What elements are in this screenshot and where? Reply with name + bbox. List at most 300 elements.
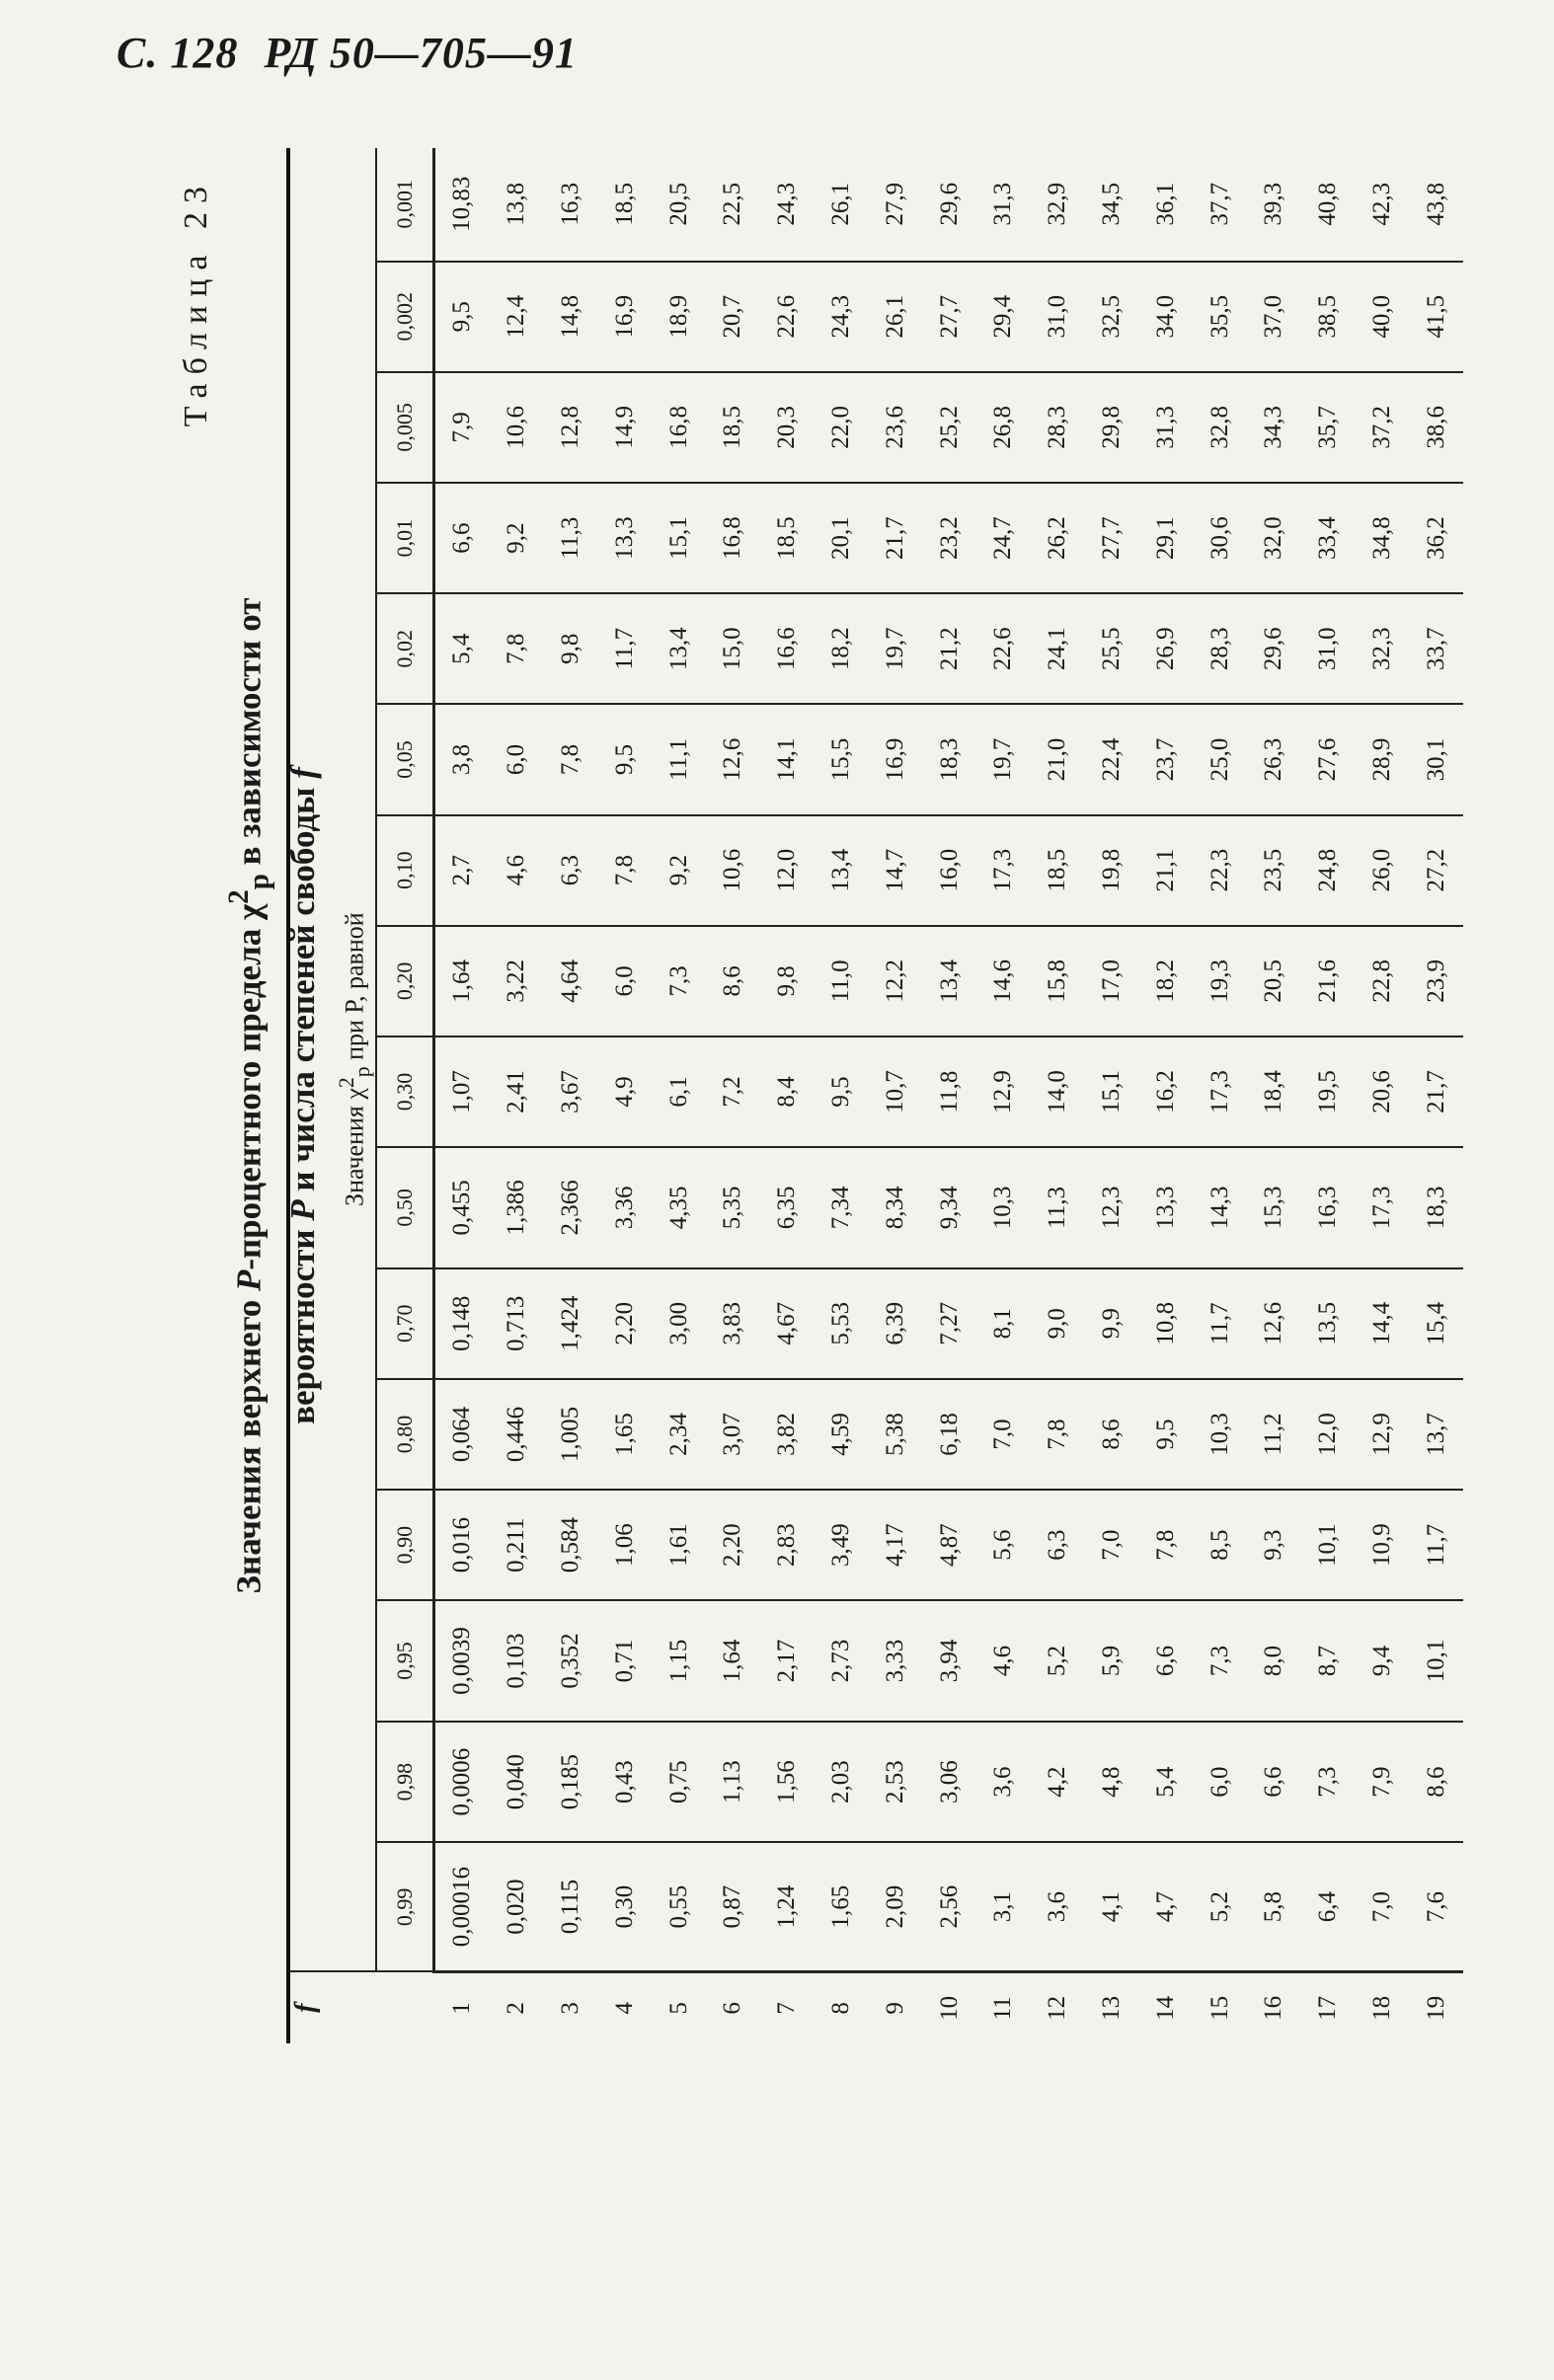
chi-square-value-cell: 0,064 bbox=[434, 1379, 490, 1490]
chi-square-value-cell: 14,0 bbox=[1031, 1036, 1085, 1147]
chi-square-value-cell: 32,9 bbox=[1031, 148, 1085, 262]
table-row bbox=[815, 148, 869, 2043]
chi-square-value-cell: 11,2 bbox=[1247, 1379, 1301, 1490]
chi-square-value-cell: 0,446 bbox=[490, 1379, 544, 1490]
chi-square-value-cell: 21,6 bbox=[1301, 926, 1356, 1036]
chi-square-value-cell: 14,8 bbox=[544, 262, 598, 372]
chi-square-value-cell: 12,4 bbox=[490, 262, 544, 372]
chi-square-value-cell: 11,0 bbox=[815, 926, 869, 1036]
chi-square-value-cell: 29,6 bbox=[922, 148, 976, 262]
chi-square-value-cell: 37,0 bbox=[1247, 262, 1301, 372]
chi-square-value-cell: 17,3 bbox=[1193, 1036, 1247, 1147]
chi-square-value-cell: 5,8 bbox=[1247, 1842, 1301, 1971]
chi-square-value-cell: 0,584 bbox=[544, 1490, 598, 1600]
table-row bbox=[976, 148, 1031, 2043]
chi-square-value-cell: 9,5 bbox=[1138, 1379, 1193, 1490]
chi-square-value-cell: 14,1 bbox=[760, 704, 815, 814]
chi-square-value-cell: 11,1 bbox=[652, 704, 706, 814]
chi-square-value-cell: 4,2 bbox=[1031, 1722, 1085, 1843]
chi-square-value-cell: 35,5 bbox=[1193, 262, 1247, 372]
chi-square-value-cell: 18,5 bbox=[760, 483, 815, 593]
chi-square-value-cell: 28,3 bbox=[1193, 593, 1247, 704]
column-header-p: 0,002 bbox=[376, 262, 434, 372]
chi-square-value-cell: 20,3 bbox=[760, 372, 815, 483]
chi-square-value-cell: 16,9 bbox=[597, 262, 652, 372]
chi-square-value-cell: 6,6 bbox=[1247, 1722, 1301, 1843]
chi-square-value-cell: 15,0 bbox=[706, 593, 760, 704]
chi-square-value-cell: 12,6 bbox=[1247, 1268, 1301, 1379]
degrees-of-freedom-cell: 3 bbox=[544, 1971, 598, 2043]
chi-square-value-cell: 16,8 bbox=[652, 372, 706, 483]
chi-square-value-cell: 3,1 bbox=[976, 1842, 1031, 1971]
chi-square-value-cell: 31,3 bbox=[976, 148, 1031, 262]
chi-square-value-cell: 34,5 bbox=[1085, 148, 1139, 262]
chi-square-value-cell: 30,6 bbox=[1193, 483, 1247, 593]
chi-square-value-cell: 9,0 bbox=[1031, 1268, 1085, 1379]
chi-square-value-cell: 15,3 bbox=[1247, 1147, 1301, 1268]
chi-square-value-cell: 40,0 bbox=[1356, 262, 1410, 372]
chi-square-value-cell: 32,8 bbox=[1193, 372, 1247, 483]
chi-square-value-cell: 24,7 bbox=[976, 483, 1031, 593]
chi-square-value-cell: 2,20 bbox=[597, 1268, 652, 1379]
chi-square-value-cell: 4,59 bbox=[815, 1379, 869, 1490]
chi-square-value-cell: 6,39 bbox=[868, 1268, 922, 1379]
chi-square-value-cell: 27,6 bbox=[1301, 704, 1356, 814]
chi-square-value-cell: 15,5 bbox=[815, 704, 869, 814]
chi-square-value-cell: 42,3 bbox=[1356, 148, 1410, 262]
chi-square-value-cell: 3,07 bbox=[706, 1379, 760, 1490]
chi-square-value-cell: 10,1 bbox=[1409, 1600, 1463, 1722]
column-header-p: 0,99 bbox=[376, 1842, 434, 1971]
chi-square-table bbox=[286, 148, 1463, 2043]
chi-square-value-cell: 28,3 bbox=[1031, 372, 1085, 483]
chi-square-value-cell: 13,7 bbox=[1409, 1379, 1463, 1490]
chi-square-value-cell: 4,67 bbox=[760, 1268, 815, 1379]
chi-square-value-cell: 0,103 bbox=[490, 1600, 544, 1722]
chi-square-value-cell: 2,03 bbox=[815, 1722, 869, 1843]
chi-square-value-cell: 10,83 bbox=[434, 148, 490, 262]
chi-square-value-cell: 31,0 bbox=[1031, 262, 1085, 372]
chi-square-value-cell: 1,15 bbox=[652, 1600, 706, 1722]
chi-square-value-cell: 38,6 bbox=[1409, 372, 1463, 483]
chi-square-value-cell: 5,6 bbox=[976, 1490, 1031, 1600]
chi-square-value-cell: 2,53 bbox=[868, 1722, 922, 1843]
degrees-of-freedom-cell: 6 bbox=[706, 1971, 760, 2043]
column-header-p: 0,98 bbox=[376, 1722, 434, 1843]
chi-square-value-cell: 2,7 bbox=[434, 815, 490, 926]
chi-square-value-cell: 28,9 bbox=[1356, 704, 1410, 814]
chi-square-value-cell: 5,38 bbox=[868, 1379, 922, 1490]
chi-square-value-cell: 29,4 bbox=[976, 262, 1031, 372]
column-header-p: 0,05 bbox=[376, 704, 434, 814]
chi-square-value-cell: 3,82 bbox=[760, 1379, 815, 1490]
chi-square-value-cell: 19,8 bbox=[1085, 815, 1139, 926]
chi-square-value-cell: 22,6 bbox=[976, 593, 1031, 704]
chi-square-value-cell: 0,0039 bbox=[434, 1600, 490, 1722]
chi-square-value-cell: 2,34 bbox=[652, 1379, 706, 1490]
running-header bbox=[117, 28, 603, 78]
chi-square-value-cell: 6,0 bbox=[490, 704, 544, 814]
chi-square-value-cell: 0,30 bbox=[597, 1842, 652, 1971]
chi-square-value-cell: 8,1 bbox=[976, 1268, 1031, 1379]
chi-square-value-cell: 33,4 bbox=[1301, 483, 1356, 593]
column-header-p: 0,01 bbox=[376, 483, 434, 593]
document-code: РД 50—705—91 bbox=[264, 29, 578, 77]
chi-square-value-cell: 26,2 bbox=[1031, 483, 1085, 593]
chi-square-value-cell: 12,9 bbox=[976, 1036, 1031, 1147]
chi-square-value-cell: 15,1 bbox=[652, 483, 706, 593]
chi-square-value-cell: 4,8 bbox=[1085, 1722, 1139, 1843]
chi-square-value-cell: 4,7 bbox=[1138, 1842, 1193, 1971]
chi-square-value-cell: 4,1 bbox=[1085, 1842, 1139, 1971]
table-row bbox=[1301, 148, 1356, 2043]
table-row bbox=[706, 148, 760, 2043]
chi-square-value-cell: 1,61 bbox=[652, 1490, 706, 1600]
chi-square-value-cell: 18,5 bbox=[597, 148, 652, 262]
chi-square-value-cell: 5,35 bbox=[706, 1147, 760, 1268]
chi-square-value-cell: 6,0 bbox=[1193, 1722, 1247, 1843]
chi-square-value-cell: 8,0 bbox=[1247, 1600, 1301, 1722]
chi-square-value-cell: 7,0 bbox=[1085, 1490, 1139, 1600]
chi-square-value-cell: 25,5 bbox=[1085, 593, 1139, 704]
table-row bbox=[434, 148, 490, 2043]
column-header-p: 0,80 bbox=[376, 1379, 434, 1490]
chi-square-value-cell: 0,713 bbox=[490, 1268, 544, 1379]
chi-square-value-cell: 21,1 bbox=[1138, 815, 1193, 926]
chi-square-value-cell: 7,0 bbox=[1356, 1842, 1410, 1971]
column-header-p: 0,70 bbox=[376, 1268, 434, 1379]
chi-square-value-cell: 21,0 bbox=[1031, 704, 1085, 814]
chi-square-value-cell: 4,87 bbox=[922, 1490, 976, 1600]
chi-square-value-cell: 0,115 bbox=[544, 1842, 598, 1971]
chi-square-value-cell: 4,9 bbox=[597, 1036, 652, 1147]
column-header-p: 0,95 bbox=[376, 1600, 434, 1722]
chi-square-value-cell: 13,8 bbox=[490, 148, 544, 262]
chi-square-value-cell: 19,3 bbox=[1193, 926, 1247, 1036]
chi-square-value-cell: 3,67 bbox=[544, 1036, 598, 1147]
page-number: С. 128 bbox=[117, 29, 239, 77]
table-row bbox=[1085, 148, 1139, 2043]
chi-square-value-cell: 12,6 bbox=[706, 704, 760, 814]
chi-square-value-cell: 11,7 bbox=[1409, 1490, 1463, 1600]
chi-square-value-cell: 24,3 bbox=[760, 148, 815, 262]
table-row bbox=[868, 148, 922, 2043]
chi-square-value-cell: 27,9 bbox=[868, 148, 922, 262]
chi-square-value-cell: 12,8 bbox=[544, 372, 598, 483]
title-line-2: вероятности P и числа степеней свободы f bbox=[282, 767, 322, 1424]
chi-square-value-cell: 0,455 bbox=[434, 1147, 490, 1268]
chi-square-value-cell: 21,7 bbox=[1409, 1036, 1463, 1147]
table-row bbox=[490, 148, 544, 2043]
degrees-of-freedom-cell: 13 bbox=[1085, 1971, 1139, 2043]
column-header-p: 0,001 bbox=[376, 148, 434, 262]
chi-square-value-cell: 34,0 bbox=[1138, 262, 1193, 372]
chi-square-value-cell: 3,06 bbox=[922, 1722, 976, 1843]
chi-square-value-cell: 3,8 bbox=[434, 704, 490, 814]
chi-square-value-cell: 0,352 bbox=[544, 1600, 598, 1722]
table-row bbox=[922, 148, 976, 2043]
chi-square-value-cell: 8,4 bbox=[760, 1036, 815, 1147]
chi-square-value-cell: 22,4 bbox=[1085, 704, 1139, 814]
table-row bbox=[1409, 148, 1463, 2043]
chi-square-value-cell: 6,6 bbox=[1138, 1600, 1193, 1722]
chi-square-value-cell: 20,5 bbox=[1247, 926, 1301, 1036]
chi-square-value-cell: 16,9 bbox=[868, 704, 922, 814]
chi-square-value-cell: 0,0006 bbox=[434, 1722, 490, 1843]
table-row bbox=[652, 148, 706, 2043]
chi-square-value-cell: 19,5 bbox=[1301, 1036, 1356, 1147]
chi-square-value-cell: 0,87 bbox=[706, 1842, 760, 1971]
degrees-of-freedom-cell: 18 bbox=[1356, 1971, 1410, 2043]
chi-square-value-cell: 9,5 bbox=[815, 1036, 869, 1147]
chi-square-value-cell: 3,49 bbox=[815, 1490, 869, 1600]
column-header-p: 0,50 bbox=[376, 1147, 434, 1268]
chi-square-value-cell: 10,3 bbox=[976, 1147, 1031, 1268]
chi-square-value-cell: 6,1 bbox=[652, 1036, 706, 1147]
chi-square-value-cell: 29,1 bbox=[1138, 483, 1193, 593]
chi-square-value-cell: 20,5 bbox=[652, 148, 706, 262]
chi-square-value-cell: 14,9 bbox=[597, 372, 652, 483]
chi-square-value-cell: 18,3 bbox=[922, 704, 976, 814]
chi-square-value-cell: 7,27 bbox=[922, 1268, 976, 1379]
chi-square-value-cell: 15,8 bbox=[1031, 926, 1085, 1036]
chi-square-value-cell: 31,3 bbox=[1138, 372, 1193, 483]
chi-square-value-cell: 10,6 bbox=[706, 815, 760, 926]
chi-square-value-cell: 2,73 bbox=[815, 1600, 869, 1722]
chi-square-value-cell: 11,7 bbox=[1193, 1268, 1247, 1379]
chi-square-value-cell: 3,36 bbox=[597, 1147, 652, 1268]
chi-square-value-cell: 24,8 bbox=[1301, 815, 1356, 926]
column-header-p: 0,10 bbox=[376, 815, 434, 926]
chi-square-value-cell: 10,6 bbox=[490, 372, 544, 483]
table-row bbox=[544, 148, 598, 2043]
chi-square-table-wrap bbox=[286, 148, 1463, 2043]
chi-square-value-cell: 1,24 bbox=[760, 1842, 815, 1971]
chi-square-value-cell: 32,5 bbox=[1085, 262, 1139, 372]
chi-square-value-cell: 2,17 bbox=[760, 1600, 815, 1722]
chi-square-value-cell: 18,2 bbox=[1138, 926, 1193, 1036]
chi-square-value-cell: 6,18 bbox=[922, 1379, 976, 1490]
chi-square-value-cell: 9,3 bbox=[1247, 1490, 1301, 1600]
chi-square-value-cell: 7,3 bbox=[1193, 1600, 1247, 1722]
degrees-of-freedom-cell: 11 bbox=[976, 1971, 1031, 2043]
chi-square-value-cell: 5,9 bbox=[1085, 1600, 1139, 1722]
chi-square-value-cell: 18,5 bbox=[1031, 815, 1085, 926]
chi-square-value-cell: 22,6 bbox=[760, 262, 815, 372]
column-header-p: 0,30 bbox=[376, 1036, 434, 1147]
chi-square-value-cell: 23,9 bbox=[1409, 926, 1463, 1036]
chi-square-value-cell: 23,5 bbox=[1247, 815, 1301, 926]
chi-square-value-cell: 18,9 bbox=[652, 262, 706, 372]
chi-square-value-cell: 7,8 bbox=[1138, 1490, 1193, 1600]
chi-square-value-cell: 3,00 bbox=[652, 1268, 706, 1379]
chi-square-value-cell: 7,9 bbox=[1356, 1722, 1410, 1843]
table-row bbox=[1356, 148, 1410, 2043]
column-header-p: 0,90 bbox=[376, 1490, 434, 1600]
chi-square-value-cell: 1,13 bbox=[706, 1722, 760, 1843]
chi-square-value-cell: 9,5 bbox=[434, 262, 490, 372]
chi-square-value-cell: 32,0 bbox=[1247, 483, 1301, 593]
chi-square-value-cell: 8,7 bbox=[1301, 1600, 1356, 1722]
chi-square-value-cell: 33,7 bbox=[1409, 593, 1463, 704]
chi-square-value-cell: 1,06 bbox=[597, 1490, 652, 1600]
chi-square-value-cell: 23,6 bbox=[868, 372, 922, 483]
chi-square-value-cell: 5,4 bbox=[434, 593, 490, 704]
chi-square-value-cell: 2,09 bbox=[868, 1842, 922, 1971]
column-header-p: 0,005 bbox=[376, 372, 434, 483]
chi-square-value-cell: 38,5 bbox=[1301, 262, 1356, 372]
chi-square-value-cell: 21,2 bbox=[922, 593, 976, 704]
degrees-of-freedom-cell: 9 bbox=[868, 1971, 922, 2043]
degrees-of-freedom-cell: 8 bbox=[815, 1971, 869, 2043]
chi-square-value-cell: 22,3 bbox=[1193, 815, 1247, 926]
table-row bbox=[597, 148, 652, 2043]
chi-square-value-cell: 10,3 bbox=[1193, 1379, 1247, 1490]
table-row bbox=[1193, 148, 1247, 2043]
table-row bbox=[760, 148, 815, 2043]
chi-square-value-cell: 31,0 bbox=[1301, 593, 1356, 704]
table-body bbox=[434, 148, 1464, 2043]
chi-square-value-cell: 19,7 bbox=[868, 593, 922, 704]
chi-square-value-cell: 0,00016 bbox=[434, 1842, 490, 1971]
chi-square-value-cell: 9,5 bbox=[597, 704, 652, 814]
degrees-of-freedom-cell: 7 bbox=[760, 1971, 815, 2043]
caption-header: Значения $\chi^2_p$ при P, равной bbox=[288, 148, 376, 1971]
chi-square-value-cell: 4,64 bbox=[544, 926, 598, 1036]
chi-square-value-cell: 3,22 bbox=[490, 926, 544, 1036]
chi-square-value-cell: 19,7 bbox=[976, 704, 1031, 814]
chi-square-value-cell: 32,3 bbox=[1356, 593, 1410, 704]
chi-square-value-cell: 1,386 bbox=[490, 1147, 544, 1268]
chi-square-value-cell: 1,56 bbox=[760, 1722, 815, 1843]
chi-square-value-cell: 0,211 bbox=[490, 1490, 544, 1600]
chi-square-value-cell: 6,3 bbox=[1031, 1490, 1085, 1600]
degrees-of-freedom-cell: 2 bbox=[490, 1971, 544, 2043]
chi-square-value-cell: 13,3 bbox=[1138, 1147, 1193, 1268]
table-label: Таблица 23 bbox=[178, 178, 214, 427]
chi-square-value-cell: 41,5 bbox=[1409, 262, 1463, 372]
chi-square-value-cell: 2,41 bbox=[490, 1036, 544, 1147]
chi-square-value-cell: 8,6 bbox=[706, 926, 760, 1036]
chi-square-value-cell: 22,0 bbox=[815, 372, 869, 483]
table-row bbox=[1138, 148, 1193, 2043]
chi-square-value-cell: 18,3 bbox=[1409, 1147, 1463, 1268]
chi-square-value-cell: 3,83 bbox=[706, 1268, 760, 1379]
chi-square-value-cell: 4,6 bbox=[976, 1600, 1031, 1722]
chi-square-value-cell: 0,71 bbox=[597, 1600, 652, 1722]
chi-square-value-cell: 36,1 bbox=[1138, 148, 1193, 262]
chi-square-value-cell: 34,3 bbox=[1247, 372, 1301, 483]
chi-square-value-cell: 7,2 bbox=[706, 1036, 760, 1147]
degrees-of-freedom-cell: 14 bbox=[1138, 1971, 1193, 2043]
degrees-of-freedom-cell: 5 bbox=[652, 1971, 706, 2043]
chi-square-value-cell: 10,9 bbox=[1356, 1490, 1410, 1600]
chi-square-value-cell: 29,6 bbox=[1247, 593, 1301, 704]
chi-square-value-cell: 7,0 bbox=[976, 1379, 1031, 1490]
chi-square-value-cell: 17,0 bbox=[1085, 926, 1139, 1036]
degrees-of-freedom-cell: 15 bbox=[1193, 1971, 1247, 2043]
chi-square-value-cell: 3,33 bbox=[868, 1600, 922, 1722]
chi-square-value-cell: 7,6 bbox=[1409, 1842, 1463, 1971]
degrees-of-freedom-cell: 10 bbox=[922, 1971, 976, 2043]
chi-square-value-cell: 1,64 bbox=[434, 926, 490, 1036]
column-header-p: 0,20 bbox=[376, 926, 434, 1036]
chi-square-value-cell: 14,3 bbox=[1193, 1147, 1247, 1268]
chi-square-value-cell: 16,3 bbox=[544, 148, 598, 262]
chi-square-value-cell: 10,8 bbox=[1138, 1268, 1193, 1379]
table-row bbox=[1031, 148, 1085, 2043]
chi-square-value-cell: 37,7 bbox=[1193, 148, 1247, 262]
chi-square-value-cell: 26,1 bbox=[868, 262, 922, 372]
chi-square-value-cell: 2,56 bbox=[922, 1842, 976, 1971]
chi-square-value-cell: 14,6 bbox=[976, 926, 1031, 1036]
chi-square-value-cell: 3,6 bbox=[1031, 1842, 1085, 1971]
chi-square-value-cell: 5,2 bbox=[1031, 1600, 1085, 1722]
chi-square-value-cell: 0,185 bbox=[544, 1722, 598, 1843]
chi-square-value-cell: 0,148 bbox=[434, 1268, 490, 1379]
chi-square-value-cell: 7,9 bbox=[434, 372, 490, 483]
chi-square-value-cell: 26,8 bbox=[976, 372, 1031, 483]
chi-square-value-cell: 43,8 bbox=[1409, 148, 1463, 262]
chi-square-value-cell: 6,3 bbox=[544, 815, 598, 926]
rotated-table-block bbox=[178, 148, 1554, 2043]
chi-square-value-cell: 7,34 bbox=[815, 1147, 869, 1268]
chi-square-value-cell: 11,8 bbox=[922, 1036, 976, 1147]
table-row bbox=[1247, 148, 1301, 2043]
chi-square-value-cell: 5,2 bbox=[1193, 1842, 1247, 1971]
degrees-of-freedom-cell: 4 bbox=[597, 1971, 652, 2043]
chi-square-value-cell: 16,6 bbox=[760, 593, 815, 704]
chi-square-value-cell: 21,7 bbox=[868, 483, 922, 593]
chi-square-value-cell: 16,0 bbox=[922, 815, 976, 926]
chi-square-value-cell: 3,94 bbox=[922, 1600, 976, 1722]
chi-square-value-cell: 36,2 bbox=[1409, 483, 1463, 593]
chi-square-value-cell: 26,9 bbox=[1138, 593, 1193, 704]
chi-square-value-cell: 20,6 bbox=[1356, 1036, 1410, 1147]
chi-square-value-cell: 6,35 bbox=[760, 1147, 815, 1268]
chi-square-value-cell: 13,5 bbox=[1301, 1268, 1356, 1379]
chi-square-value-cell: 26,1 bbox=[815, 148, 869, 262]
chi-square-value-cell: 12,0 bbox=[1301, 1379, 1356, 1490]
chi-square-value-cell: 9,8 bbox=[544, 593, 598, 704]
chi-square-value-cell: 25,0 bbox=[1193, 704, 1247, 814]
chi-square-value-cell: 7,3 bbox=[652, 926, 706, 1036]
chi-square-value-cell: 20,7 bbox=[706, 262, 760, 372]
chi-square-value-cell: 27,7 bbox=[1085, 483, 1139, 593]
chi-square-value-cell: 11,3 bbox=[544, 483, 598, 593]
chi-square-value-cell: 1,005 bbox=[544, 1379, 598, 1490]
chi-square-value-cell: 9,4 bbox=[1356, 1600, 1410, 1722]
chi-square-value-cell: 14,7 bbox=[868, 815, 922, 926]
chi-square-value-cell: 1,64 bbox=[706, 1600, 760, 1722]
chi-square-value-cell: 17,3 bbox=[976, 815, 1031, 926]
chi-square-value-cell: 15,1 bbox=[1085, 1036, 1139, 1147]
chi-square-value-cell: 24,3 bbox=[815, 262, 869, 372]
title-line-1: Значения верхнего P-процентного предела $\chi^2_p$ в зависимости от bbox=[223, 597, 275, 1594]
degrees-of-freedom-cell: 19 bbox=[1409, 1971, 1463, 2043]
chi-square-value-cell: 2,83 bbox=[760, 1490, 815, 1600]
chi-square-value-cell: 13,4 bbox=[815, 815, 869, 926]
f-header: f bbox=[288, 1971, 434, 2043]
chi-square-value-cell: 9,34 bbox=[922, 1147, 976, 1268]
chi-square-value-cell: 39,3 bbox=[1247, 148, 1301, 262]
chi-square-value-cell: 26,0 bbox=[1356, 815, 1410, 926]
chi-square-value-cell: 7,8 bbox=[544, 704, 598, 814]
chi-square-value-cell: 24,1 bbox=[1031, 593, 1085, 704]
chi-square-value-cell: 29,8 bbox=[1085, 372, 1139, 483]
chi-square-value-cell: 6,4 bbox=[1301, 1842, 1356, 1971]
chi-square-value-cell: 7,8 bbox=[490, 593, 544, 704]
